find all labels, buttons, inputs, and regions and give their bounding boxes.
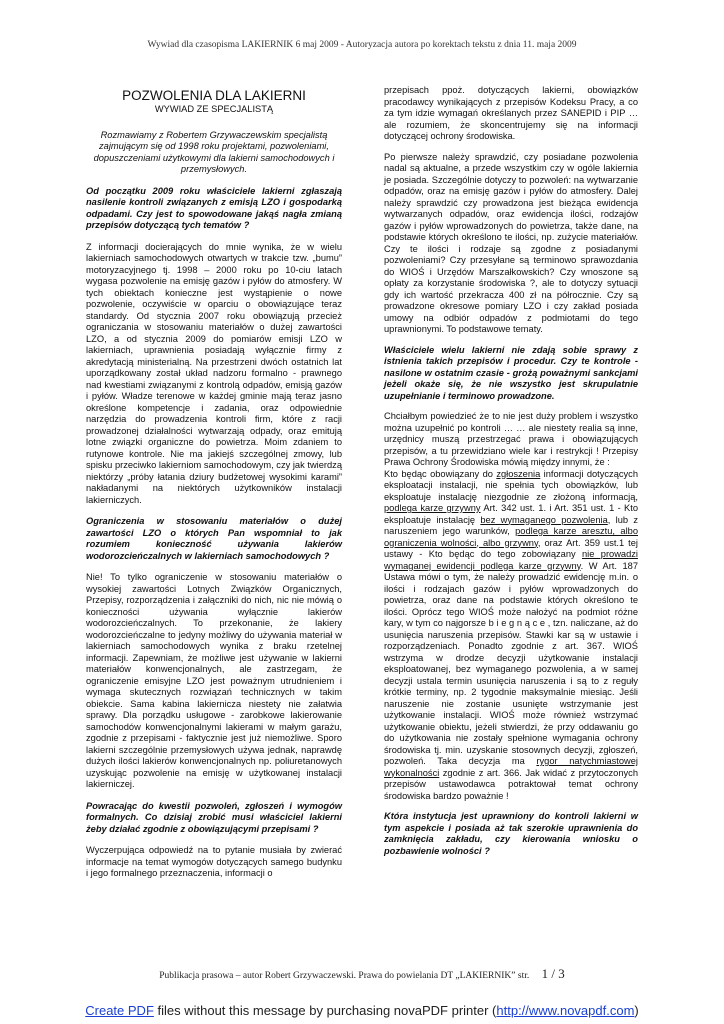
answer-4-text: Kto będąc obowiązany do bbox=[384, 468, 497, 479]
answer-4-text: , lub z naruszeniem jego warunków, bbox=[384, 514, 638, 536]
article-subtitle: WYWIAD ZE SPECJALISTĄ bbox=[154, 104, 274, 114]
underlined-phrase: bez wymaganego pozwolenia bbox=[480, 514, 608, 525]
page-footer bbox=[0, 966, 724, 982]
create-pdf-link[interactable]: Create PDF bbox=[85, 1003, 154, 1018]
left-column bbox=[86, 82, 342, 890]
answer-4 bbox=[384, 411, 638, 802]
question-1: Od początku 2009 roku właściciele lakierni zgłaszają nasilenie kontroli związanych z emisją LZO i gospodarką odpadami. Czy jest to spowodowane jakąś nagła zmianą przepisów dotyczącą tych tematów ? bbox=[86, 185, 342, 230]
pdf-watermark-bar bbox=[0, 1003, 724, 1018]
pdf-watermark-end: ) bbox=[634, 1003, 639, 1018]
article-title: POZWOLENIA DLA LAKIERNI bbox=[122, 88, 306, 103]
page-number: 1 / 3 bbox=[541, 966, 565, 981]
answer-4-text: informacji dotyczących eksploatacji instalacji, nie spełnia tych obowiązków, lub eksploatuje instalację niezgodnie ze złożoną informacją, bbox=[384, 468, 638, 502]
page-header: Wywiad dla czasopisma LAKIERNIK 6 maj 2009 - Autoryzacja autora po korektach tekstu z dnia 11. maja 2009 bbox=[147, 40, 577, 50]
answer-4-text: , oraz Art. 359 ust.1 tej ustawy - Kto będąc do tego zobowiązany bbox=[384, 537, 638, 559]
underlined-phrase: nie prowadzi wymaganej ewidencji podlega karze grzywny bbox=[384, 549, 638, 571]
underlined-phrase: zgłoszenia bbox=[496, 468, 541, 479]
question-4: Właściciele wielu lakierni nie zdają sobie sprawy z istnienia takich przepisów i procedur. Czy te kontrole -nasilone w ostatnim czasie - grożą poważnymi sankcjami jeżeli okaże się, że nie wszystko jest skrupulatnie uzupełnianie i terminowo prowadzone. bbox=[384, 344, 638, 401]
answer-4-text: zgodnie z art. 366. Jak widać z przytoczonych przepisów ustawodawca potraktował temat ochrony środowiska bardzo poważnie ! bbox=[384, 767, 638, 801]
underlined-phrase: podlega karze aresztu, albo ograniczenia wolności, albo grzywny bbox=[384, 526, 638, 548]
underlined-phrase: rygor natychmiastowej wykonalności bbox=[384, 756, 638, 778]
question-2: Ograniczenia w stosowaniu materiałów o dużej zawartości LZO o których Pan wspomniał to jak rozumiem konieczność używania lakierów wodorozcieńczalnych w lakierniach samochodowych ? bbox=[86, 516, 342, 561]
answer-1: Z informacji docierających do mnie wynika, że w wielu lakierniach samochodowych otwartych w trakcie tzw. „bumu” motoryzacyjnego tj. 1998 – 2000 roku po 10-ciu latach wygasa pozwolenie na emisję gazów i pyłów do atmosfery. W tych obiektach konieczne jest wystąpienie o nowe pozwolenie, oczywiście w oparciu o obowiązujące teraz standardy. Od stycznia 2007 roku obowiązują przecież ograniczania w stosowaniu materiałów o dużej zawartości LZO, a od stycznia 2009 do pomiarów emisji LZO w lakierniach, uprawnienia posiadają wyłącznie firmy z akredytacją ministerialną. Na przestrzeni dwóch ostatnich lat uporządkowany został układ nadzoru formalno - prawnego nad kwestiami związanymi z kontrolą odpadów, emisją gazów i pyłów. Władze terenowe w każdej gminie mają teraz jasno określone kompetencje i zadania, oraz odpowiednie narzędzia do prowadzenia kontroli firm, które z racji prowadzonej działalności wytwarzają odpady, oraz emitują lotne związki organiczne do powietrza. Moim zdaniem to rutynowe kontrole. Nie ma jakiejś szczególnej zmowy, lub spisku przeciwko lakierniom samochodowym, czy jak twierdzą niektórzy „próby łatania dziury budżetowej wysokimi karami” nakładanymi na niektórych użytkowników instalacji lakierniczych. bbox=[86, 241, 342, 505]
pdf-watermark-text: files without this message by purchasing novaPDF printer ( bbox=[153, 1003, 497, 1018]
article-intro: Rozmawiamy z Robertem Grzywaczewskim specjalistą zajmującym się od 1998 roku projektami, pozwoleniami, dopuszczeniami użytkowymi dla lakierni samochodowych i przemysłowych. bbox=[93, 129, 335, 174]
answer-3-part-2: Po pierwsze należy sprawdzić, czy posiadane pozwolenia nadal są aktualne, a przede wszystkim czy w ogóle lakiernia je posiada. Szczególnie dotyczy to pozwoleń: na wytwarzanie odpadów, oraz na emisję gazów i pyłów do atmosfery. Dalej należy sprawdzić czy prowadzona jest bieżąca ewidencja wytwarzanych odpadów, oraz ewidencja ilości, rodzajów gazów i pyłów wprowadzonych do powietrza, także dane, na podstawie których określono te ilości, np. zużycie materiałów. Czy te ilości i rodzaje są zgodne z posiadanymi pozwoleniami? Czy przesyłane są terminowo sprawozdania do WIOŚ i Urzędów Marszałkowskich? Czy wnoszone są opłaty za korzystanie środowiska ?, ale to dotyczy sytuacji gdy ich wartość przekracza 400 zł na półrocznie. Czy są prowadzone okresowe pomiary LZO i czy zakład posiada umowy na odbiór odpadów z podmiotami do tego uprawnionymi. To podstawowe tematy. bbox=[384, 151, 638, 334]
answer-4-text: Art. 342 ust. 1. i Art. 351 ust. 1 - Kto eksploatuje instalację bbox=[384, 503, 638, 525]
novapdf-link[interactable]: http://www.novapdf.com bbox=[496, 1003, 635, 1018]
answer-4-text: . W Art. 187 Ustawa mówi o tym, że należy prowadzić ewidencję m.in. o ilości i rodzajach gazów i pyłów wprowadzonych do powietrza, oraz dane na podstawie których określono te ilości. Oprócz tego WIOŚ może nałożyć na podmiot różne kary, w tym co najgorsze b i e g n ą c e , tzn. naliczane, aż do usunięcia naruszenia przepisów. Stawki kar są w ustawie i rozporządzeniach. Ponadto zgodnie z art. 367. WIOŚ wstrzyma w drodze decyzji użytkowanie instalacji eksploatowanej, bez wymaganego pozwolenia, a w samej decyzji ustala termin usunięcia naruszenia i są to z reguły krótkie terminy, np. 2 tygodnie maksymalnie miesiąc. Jeśli naruszenie nie zostanie usunięte wstrzymanie jest użytkowanie instalacji. WIOŚ może również wstrzymać użytkowanie obiektu, jeżeli stwierdzi, że przy oddawaniu go do użytkowania nie zostały spełnione wymagania ochrony środowiska tj. min. uzyskanie stosownych decyzji, zgłoszeń, pozwoleń. Taka decyzja ma bbox=[384, 560, 638, 766]
right-column bbox=[384, 85, 638, 866]
question-3: Powracając do kwestii pozwoleń, zgłoszeń i wymogów formalnych. Co dzisiaj zrobić musi właściciel lakierni żeby działać zgodnie z obowiązującymi przepisami ? bbox=[86, 800, 342, 834]
answer-4-intro: Chciałbym powiedzieć że to nie jest duży problem i wszystko można uzupełnić po kontroli … … ale niestety realia są inne, urzędnicy muszą przestrzegać prawa i obowiązujących przepisów, a tu przewidziano wiele kar i restrykcji ! Przepisy Prawa Ochrony Środowiska mówią między innymi, że : bbox=[384, 411, 638, 467]
footer-text: Publikacja prasowa – autor Robert Grzywaczewski. Prawa do powielania DT „LAKIERNIK” str. bbox=[159, 971, 530, 981]
answer-2: Nie! To tylko ograniczenie w stosowaniu materiałów o wysokiej zawartości Lotnych Związków Organicznych, Przepisy, rozporządzenia i załączniki do nich, nic nie mówią o konieczności używania wyłącznie lakierów wodorozcieńczalnych. To przekonanie, że lakiery wodorozcieńczalne to jedyny możliwy do używania materiał w lakierniach samochodowych wynika z braku rzetelnej informacji. Zapewniam, że możliwe jest używanie w lakierni materiałów konwencjonalnych, ale zastrzegam, że ograniczenie emisyjne LZO jest poważnym utrudnieniem i wymaga skutecznych rozwiązań technicznych w takim obiekcie. Sama kabina lakiernicza niestety nie załatwia sprawy. Dla porządku usługowe - zarobkowe lakierowanie samochodów konwencjonalnymi lakierami w małym garażu, zgodnie z przepisami - faktycznie jest już niemożliwe. Sporo lakierni szczególnie przemysłowych używa jednak, naprawdę dużych ilości lakierów konwencjonalnych np. poliuretanowych uzyskując pozwolenie na emisję w użytkowanej instalacji lakierniczej. bbox=[86, 572, 342, 789]
underlined-phrase: podlega karze grzywny bbox=[384, 503, 481, 513]
answer-3-continued: przepisach ppoż. dotyczących lakierni, obowiązków pracodawcy wynikających z przepisów Kodeksu Pracy, a co za tym idzie wymagań określanych przez SANEPID i PIP … ale rozumiem, że skoncentrujemy się na informacji dotyczącej ochrony środowiska. bbox=[384, 85, 638, 141]
question-5: Która instytucja jest uprawniony do kontroli lakierni w tym aspekcie i posiada aż tak szerokie uprawnienia do zamknięcia zakładu, czy kierowania wniosku o pozbawienie wolności ? bbox=[384, 811, 638, 856]
answer-3: Wyczerpująca odpowiedź na to pytanie musiała by zwierać informacje na temat wymogów dotyczących samego budynku i jego formalnego przeznaczenia, informacji o bbox=[86, 845, 342, 878]
